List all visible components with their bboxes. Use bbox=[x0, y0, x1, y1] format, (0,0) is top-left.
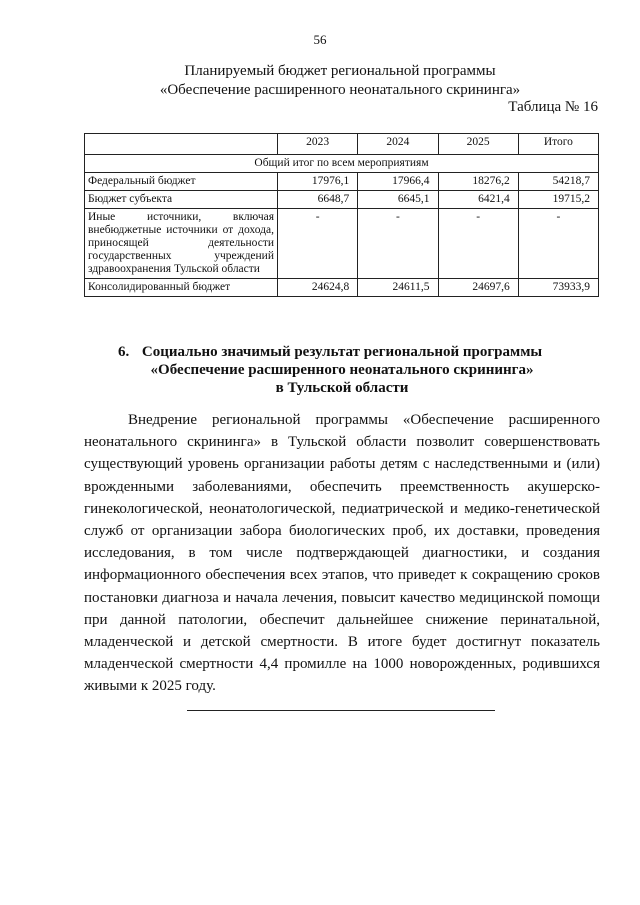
divider bbox=[187, 710, 495, 711]
table-header-cell bbox=[85, 134, 278, 155]
title-line-2: «Обеспечение расширенного неонатального скрининга» bbox=[159, 82, 521, 98]
table-cell: 17976,1 bbox=[278, 173, 358, 191]
row-label: Федеральный бюджет bbox=[85, 173, 278, 191]
table-cell: 18276,2 bbox=[438, 173, 518, 191]
document-title bbox=[80, 62, 600, 100]
table-header-cell: 2023 bbox=[278, 134, 358, 155]
table-cell: 54218,7 bbox=[518, 173, 598, 191]
table-cell: 6645,1 bbox=[358, 191, 438, 209]
table-cell: - bbox=[278, 209, 358, 279]
table-cell: - bbox=[518, 209, 598, 279]
budget-table bbox=[84, 133, 599, 297]
group-label: Общий итог по всем мероприятиям bbox=[85, 155, 599, 173]
body-paragraph: Внедрение региональной программы «Обеспечение расширенного неонатального скрининга» в Тульской области позволит совершенствовать существующий уровень организации работы детям с наследственными и (или) врожденными заболеваниями, обеспечить преемственность акушерско-гинекологической, неонатологической, педиатрической и медико-генетической служб от организации забора биологических проб, их доставки, проведения исследования, в том числе подтверждающей диагностики, и создания информационного обеспечения всех этапов, что приведет к сокращению сроков постановки диагноза и начала лечения, повысит качество медицинской помощи при данной патологии, обеспечит дальнейшее снижение перинатальной, младенческой и детской смертности. В итоге будет достигнут показатель младенческой смертности 4,4 промилле на 1000 новорожденных, родившихся живыми к 2025 году. bbox=[84, 412, 600, 695]
table-cell: 73933,9 bbox=[518, 279, 598, 297]
section-number: 6. bbox=[118, 344, 130, 360]
table-header-cell: 2025 bbox=[438, 134, 518, 155]
table-header-cell: Итого bbox=[518, 134, 598, 155]
table-cell: 19715,2 bbox=[518, 191, 598, 209]
table-group-row bbox=[85, 155, 599, 173]
table-cell: 24611,5 bbox=[358, 279, 438, 297]
table-cell: 17966,4 bbox=[358, 173, 438, 191]
row-label: Бюджет субъекта bbox=[85, 191, 278, 209]
table-cell: 6421,4 bbox=[438, 191, 518, 209]
table-row bbox=[85, 209, 599, 279]
table-header-cell: 2024 bbox=[358, 134, 438, 155]
table-label: Таблица № 16 bbox=[508, 99, 598, 115]
page-number: 56 bbox=[313, 32, 327, 47]
row-label: Иные источники, включая внебюджетные источники от дохода, приносящей деятельности государственных учреждений здравоохранения Тульской области bbox=[85, 209, 278, 279]
table-cell: 24624,8 bbox=[278, 279, 358, 297]
table-cell: 24697,6 bbox=[438, 279, 518, 297]
table-header-row bbox=[85, 134, 599, 155]
section-heading-line-3: в Тульской области bbox=[275, 380, 409, 396]
row-label: Консолидированный бюджет bbox=[85, 279, 278, 297]
section-heading bbox=[84, 343, 600, 397]
section-heading-line-2: «Обеспечение расширенного неонатального скрининга» bbox=[150, 362, 534, 378]
section-heading-line-1: Социально значимый результат региональной программы bbox=[141, 344, 543, 360]
table-cell: 6648,7 bbox=[278, 191, 358, 209]
table-row bbox=[85, 173, 599, 191]
table-cell: - bbox=[438, 209, 518, 279]
table-row bbox=[85, 279, 599, 297]
table-row bbox=[85, 191, 599, 209]
title-line-1: Планируемый бюджет региональной программы bbox=[184, 63, 496, 79]
table-cell: - bbox=[358, 209, 438, 279]
